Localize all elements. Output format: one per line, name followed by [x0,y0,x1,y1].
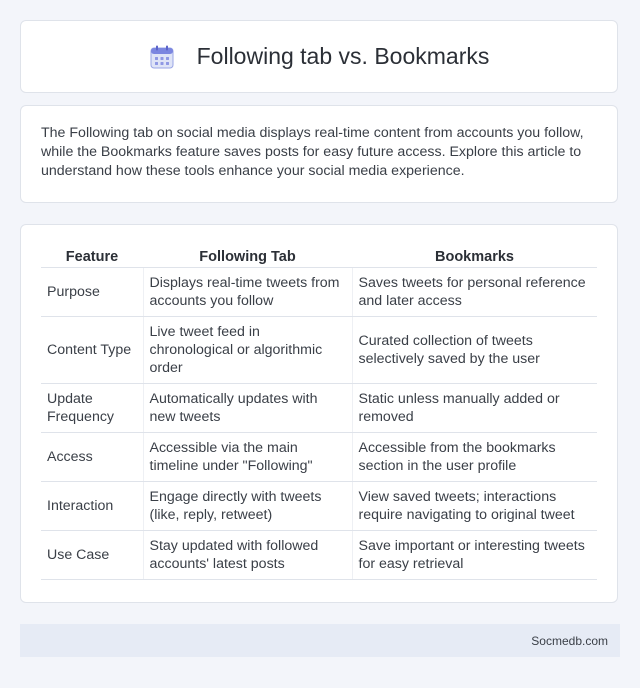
footer-site-link[interactable]: Socmedb.com [531,633,608,648]
calendar-icon [149,44,175,70]
feature-cell: Purpose [41,268,143,317]
feature-cell: Content Type [41,317,143,384]
bookmarks-cell: View saved tweets; interactions require navigating to original tweet [352,482,597,531]
intro-card [20,105,618,203]
table-row [41,384,597,433]
feature-cell: Update Frequency [41,384,143,433]
table-row [41,268,597,317]
feature-cell: Access [41,433,143,482]
comparison-table [41,245,597,580]
column-header-feature: Feature [41,245,143,268]
bookmarks-cell: Curated collection of tweets selectively saved by the user [352,317,597,384]
column-header-bookmarks: Bookmarks [352,245,597,268]
footer [20,624,620,657]
title-card [20,20,618,93]
following-tab-cell: Accessible via the main timeline under "Following" [143,433,352,482]
following-tab-cell: Stay updated with followed accounts' latest posts [143,531,352,580]
following-tab-cell: Engage directly with tweets (like, reply, retweet) [143,482,352,531]
bookmarks-cell: Saves tweets for personal reference and later access [352,268,597,317]
table-row [41,531,597,580]
bookmarks-cell: Save important or interesting tweets for easy retrieval [352,531,597,580]
column-header-following-tab: Following Tab [143,245,352,268]
following-tab-cell: Displays real-time tweets from accounts you follow [143,268,352,317]
bookmarks-cell: Accessible from the bookmarks section in the user profile [352,433,597,482]
feature-cell: Use Case [41,531,143,580]
table-row [41,317,597,384]
intro-text: The Following tab on social media displays real-time content from accounts you follow, while the Bookmarks feature saves posts for easy future access. Explore this article to understand how these tools enhance your social media experience. [41,125,584,179]
following-tab-cell: Live tweet feed in chronological or algorithmic order [143,317,352,384]
feature-cell: Interaction [41,482,143,531]
following-tab-cell: Automatically updates with new tweets [143,384,352,433]
table-row [41,433,597,482]
bookmarks-cell: Static unless manually added or removed [352,384,597,433]
comparison-table-card [20,224,618,603]
page-title: Following tab vs. Bookmarks [196,43,490,69]
table-row [41,482,597,531]
table-header-row [41,245,597,268]
